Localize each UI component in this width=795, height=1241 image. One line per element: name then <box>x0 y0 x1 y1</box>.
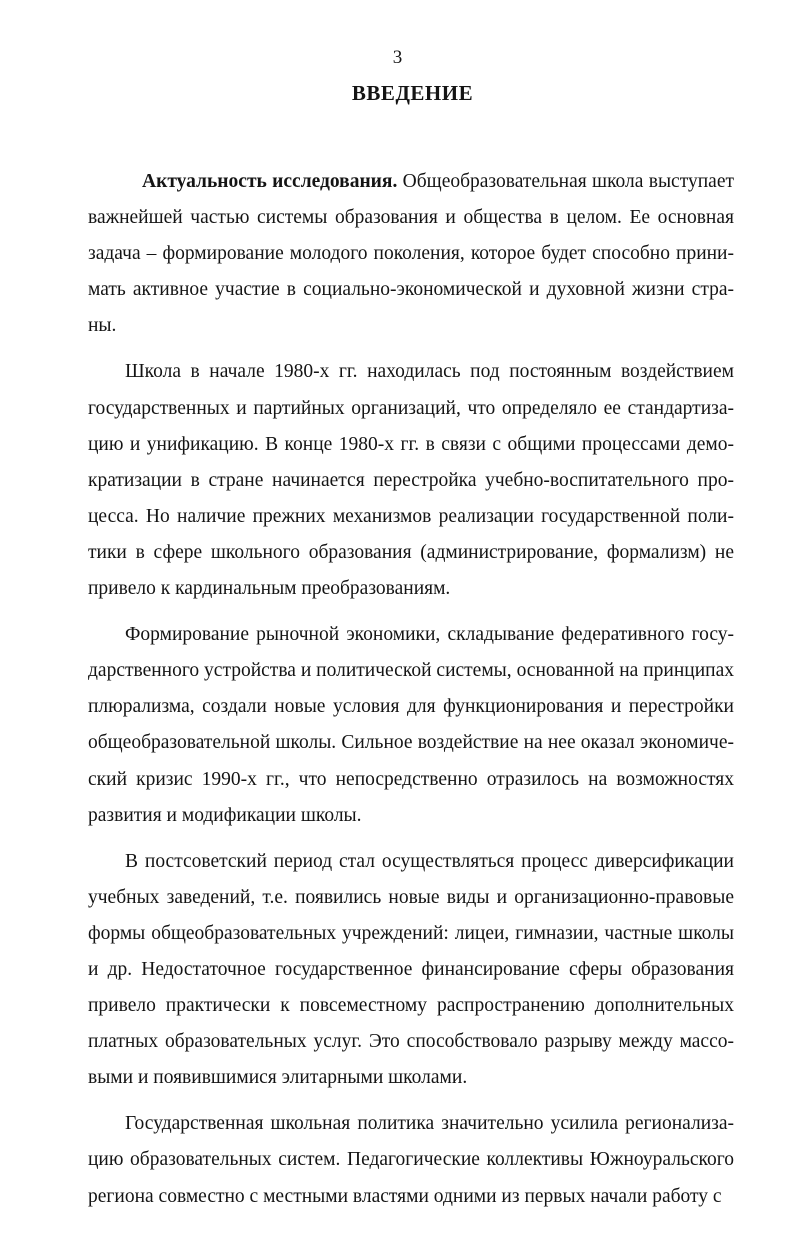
section-heading: ВВЕДЕНИЕ <box>351 81 474 105</box>
paragraph: Формирование рыночной экономики, складывание федеративного государственного устройства и политической системы, основанной на принципах плюрализма, создали новые условия для функционирования и перестройки общеобразовательной школы. Сильное воздействие на нее оказал экономический кризис 1990-х гг., что непосредственно отразилось на возможностях развития и модификации школы. <box>88 624 734 826</box>
paragraph: Государственная школьная политика значительно усилила регионализацию образовательных систем. Педагогические коллективы Южноуральского региона совместно с местными властями одними из первых начали работу с <box>88 1113 734 1207</box>
paragraph: Школа в начале 1980-х гг. находилась под постоянным воздействием государственных и партийных организаций, что определяло ее стандартизацию и унификацию. В конце 1980-х гг. в связи с общими процессами демократизации в стране начинается перестройка учебно-воспитательного процесса. Но наличие прежних механизмов реализации государственной политики в сфере школьного образования (администрирование, формализм) не привело к кардинальным преобразованиям. <box>88 361 734 600</box>
body-text <box>88 164 734 1225</box>
paragraph-text: Общеобразовательная школа выступает важнейшей частью системы образования и общества в целом. Ее основная задача – формирование молодого поколения, которое будет способно принимать активное участие в социально-экономической и духовной жизни страны. <box>88 171 734 337</box>
paragraph-lead: Актуальность исследования. <box>142 171 398 192</box>
page-number: 3 <box>392 47 403 68</box>
paragraph-relevance <box>88 164 734 344</box>
paragraph: В постсоветский период стал осуществляться процесс диверсификации учебных заведений, т.е. появились новые виды и организационно-правовые формы общеобразовательных учреждений: лицеи, гимназии, частные школы и др. Недостаточное государственное финансирование сферы образования привело практически к повсеместному распространению дополнительных платных образовательных услуг. Это способствовало разрыву между массовыми и появившимися элитарными школами. <box>88 850 734 1089</box>
